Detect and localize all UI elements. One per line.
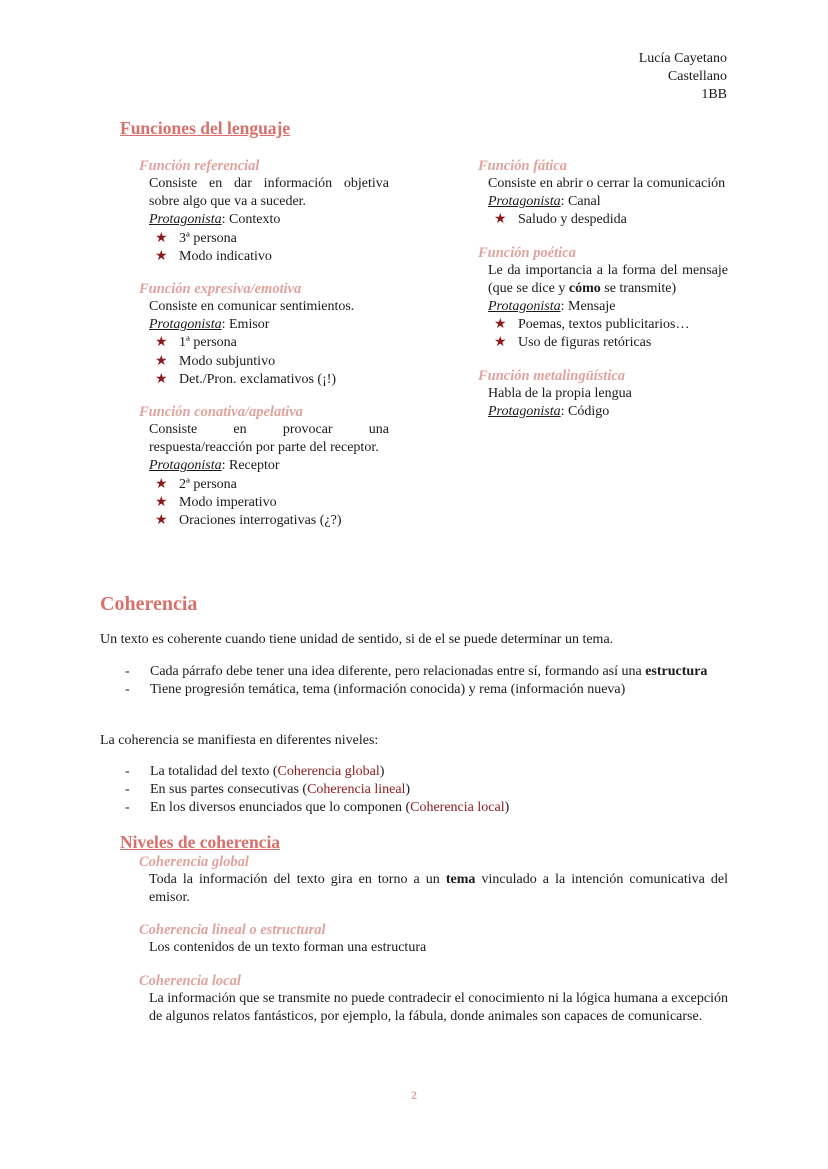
list-item: ★ Poemas, textos publicitarios… [494,316,728,334]
subtitle-local: Coherencia local [139,972,241,989]
left-column [139,157,389,530]
protagonista-fatica [488,193,728,211]
protagonista-value: : Contexto [221,212,281,228]
section-title-niveles: Niveles de coherencia [120,832,281,852]
protagonista-value: : Receptor [221,458,280,474]
subtitle-referencial: Función referencial [139,158,260,174]
list-item: ★ Modo imperativo [155,494,389,512]
text-lineal: Los contenidos de un texto forman una estructura [149,940,427,956]
subject-name: Castellano [667,69,727,84]
list-item: ★ Modo indicativo [155,248,389,266]
protagonista-referencial [149,211,389,229]
subtitle-fatica: Función fática [478,158,568,174]
protagonista-value: : Emisor [221,317,270,333]
star-icon: ★ [155,335,168,351]
list-item: ★ 2ª persona [155,476,389,494]
protagonista-label: Protagonista [488,194,561,210]
page-header [639,50,727,104]
list-item: ★ Modo subjuntivo [155,353,389,371]
list-item: ★ 1ª persona [155,334,389,352]
protagonista-label: Protagonista [488,299,561,315]
star-icon: ★ [494,317,507,333]
protagonista-expresiva [149,316,389,334]
protagonista-value: : Mensaje [560,299,616,315]
list-item: ★ Uso de figuras retóricas [494,334,728,352]
list-item: - Cada párrafo debe tener una idea diferente, pero relacionadas entre sí, formando así una estructura [125,664,708,679]
protagonista-label: Protagonista [488,403,561,419]
star-icon: ★ [155,230,168,246]
page-number: 2 [411,1088,417,1102]
protagonista-value: : Canal [560,194,601,210]
text-local: La información que se transmite no puede contradecir el conocimiento ni la lógica humana a excepción de algunos relatos fantásticos, por ejemplo, la fábula, donde animales son capaces de comunicarse. [149,990,728,1024]
niveles-intro: La coherencia se manifiesta en diferentes niveles: [100,733,379,748]
star-icon: ★ [494,212,507,228]
list-item: ★ Oraciones interrogativas (¿?) [155,512,389,530]
niveles-list [100,763,728,818]
list-item: ★ 3ª persona [155,230,389,248]
author-name: Lucía Cayetano [638,51,727,66]
subtitle-global: Coherencia global [139,854,249,870]
star-icon: ★ [155,248,168,264]
right-column [478,157,728,421]
protagonista-conativa [149,457,389,475]
list-item: - En los diversos enunciados que lo componen (Coherencia local) [125,800,510,816]
protagonista-value: : Código [560,403,610,419]
subtitle-conativa: Función conativa/apelativa [139,404,303,421]
star-icon: ★ [155,371,168,387]
list-fatica [478,211,728,229]
list-referencial [139,230,389,266]
niveles-content [139,853,728,1026]
list-expresiva [139,334,389,389]
protagonista-poetica [488,298,728,316]
list-item: - La totalidad del texto (Coherencia global) [125,764,385,779]
protagonista-label: Protagonista [149,212,222,228]
list-item: - Tiene progresión temática, tema (información conocida) y rema (información nueva) [125,682,626,698]
text-metalinguistica: Habla de la propia lengua [488,385,632,401]
text-global: Toda la información del texto gira en torno a un tema vinculado a la intención comunicativa del emisor. [149,872,729,906]
subtitle-poetica: Función poética [478,244,576,261]
text-expresiva: Consiste en comunicar sentimientos. [149,299,355,315]
protagonista-metalinguistica [488,403,728,421]
subtitle-lineal: Coherencia lineal o estructural [139,922,326,939]
star-icon: ★ [155,513,168,529]
coherencia-intro: Un texto es coherente cuando tiene unidad de sentido, si de el se puede determinar un tema. [100,632,614,647]
protagonista-label: Protagonista [149,317,222,333]
section-title-coherencia: Coherencia [100,593,198,615]
text-referencial: Consiste en dar información objetiva sobre algo que va a suceder. [149,176,389,210]
list-poetica [478,316,728,352]
list-item: - En sus partes consecutivas (Coherencia lineal) [125,782,411,798]
text-conativa: Consiste en provocar una respuesta/reacción por parte del receptor. [149,422,389,456]
group-name: 1BB [701,87,727,102]
protagonista-label: Protagonista [149,458,222,474]
subtitle-expresiva: Función expresiva/emotiva [139,281,302,298]
section-title-funciones: Funciones del lenguaje [120,118,291,138]
subtitle-metalinguistica: Función metalingüística [478,367,626,384]
list-item: ★ Saludo y despedida [494,211,728,229]
star-icon: ★ [155,494,168,510]
coherencia-bullets [100,663,728,699]
text-fatica: Consiste en abrir o cerrar la comunicación [488,176,726,191]
star-icon: ★ [494,335,507,351]
list-item: ★ Det./Pron. exclamativos (¡!) [155,371,389,389]
star-icon: ★ [155,353,168,369]
list-conativa [139,476,389,531]
star-icon: ★ [155,476,168,492]
text-poetica: Le da importancia a la forma del mensaje (que se dice y cómo se transmite) [488,262,728,296]
